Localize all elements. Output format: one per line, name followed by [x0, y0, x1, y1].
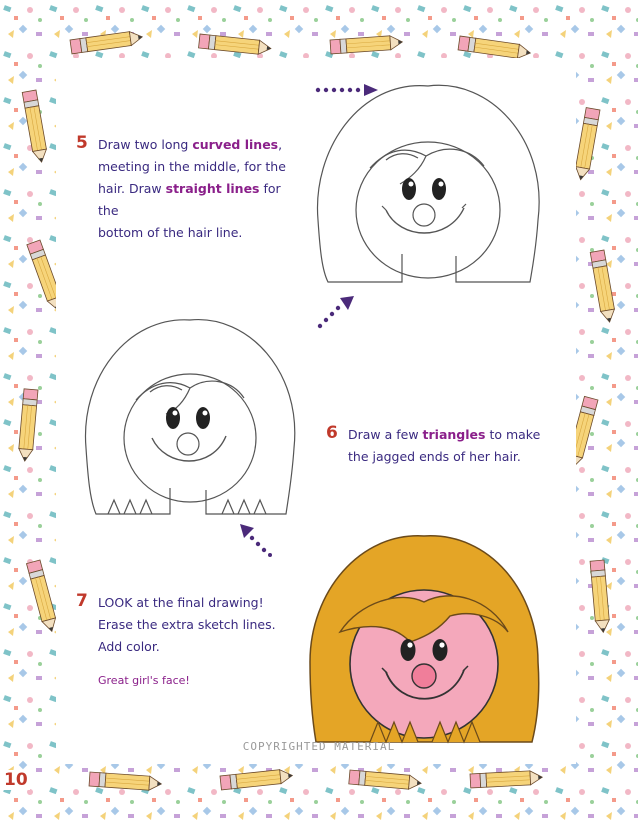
step-7-instructions	[76, 591, 298, 692]
final-colored-face	[300, 532, 550, 746]
step5-sketch	[300, 70, 560, 310]
text: Add color.	[98, 639, 160, 654]
arrow-triangles-icon	[236, 522, 276, 558]
text: LOOK at the final drawing!	[98, 595, 264, 610]
step-5-instructions	[76, 133, 298, 244]
page-number: 10	[4, 770, 28, 790]
step-7-note: Great girl's face!	[98, 674, 190, 687]
step-6-instructions	[326, 423, 548, 468]
text: to make	[485, 427, 541, 442]
arrow-bottom-icon	[314, 292, 358, 332]
highlight-triangles: triangles	[422, 427, 486, 442]
step-6-number: 6	[326, 423, 338, 443]
text: ,	[278, 137, 283, 152]
text: for the	[98, 181, 281, 218]
arrow-top-icon	[312, 80, 384, 100]
text: meeting in the middle, for the	[98, 159, 286, 174]
text: Draw two long	[98, 137, 193, 152]
text: hair. Draw	[98, 181, 166, 196]
text: the jagged ends of her hair.	[348, 449, 521, 464]
step-7-number: 7	[76, 591, 88, 611]
text: bottom of the hair line.	[98, 225, 243, 240]
text: Erase the extra sketch lines.	[98, 617, 276, 632]
text: Draw a few	[348, 427, 423, 442]
highlight-curved-lines: curved lines	[192, 137, 279, 152]
highlight-straight-lines: straight lines	[165, 181, 260, 196]
step-5-number: 5	[76, 133, 88, 153]
copyright-notice: COPYRIGHTED MATERIAL	[242, 740, 396, 753]
step6-sketch	[72, 308, 312, 538]
